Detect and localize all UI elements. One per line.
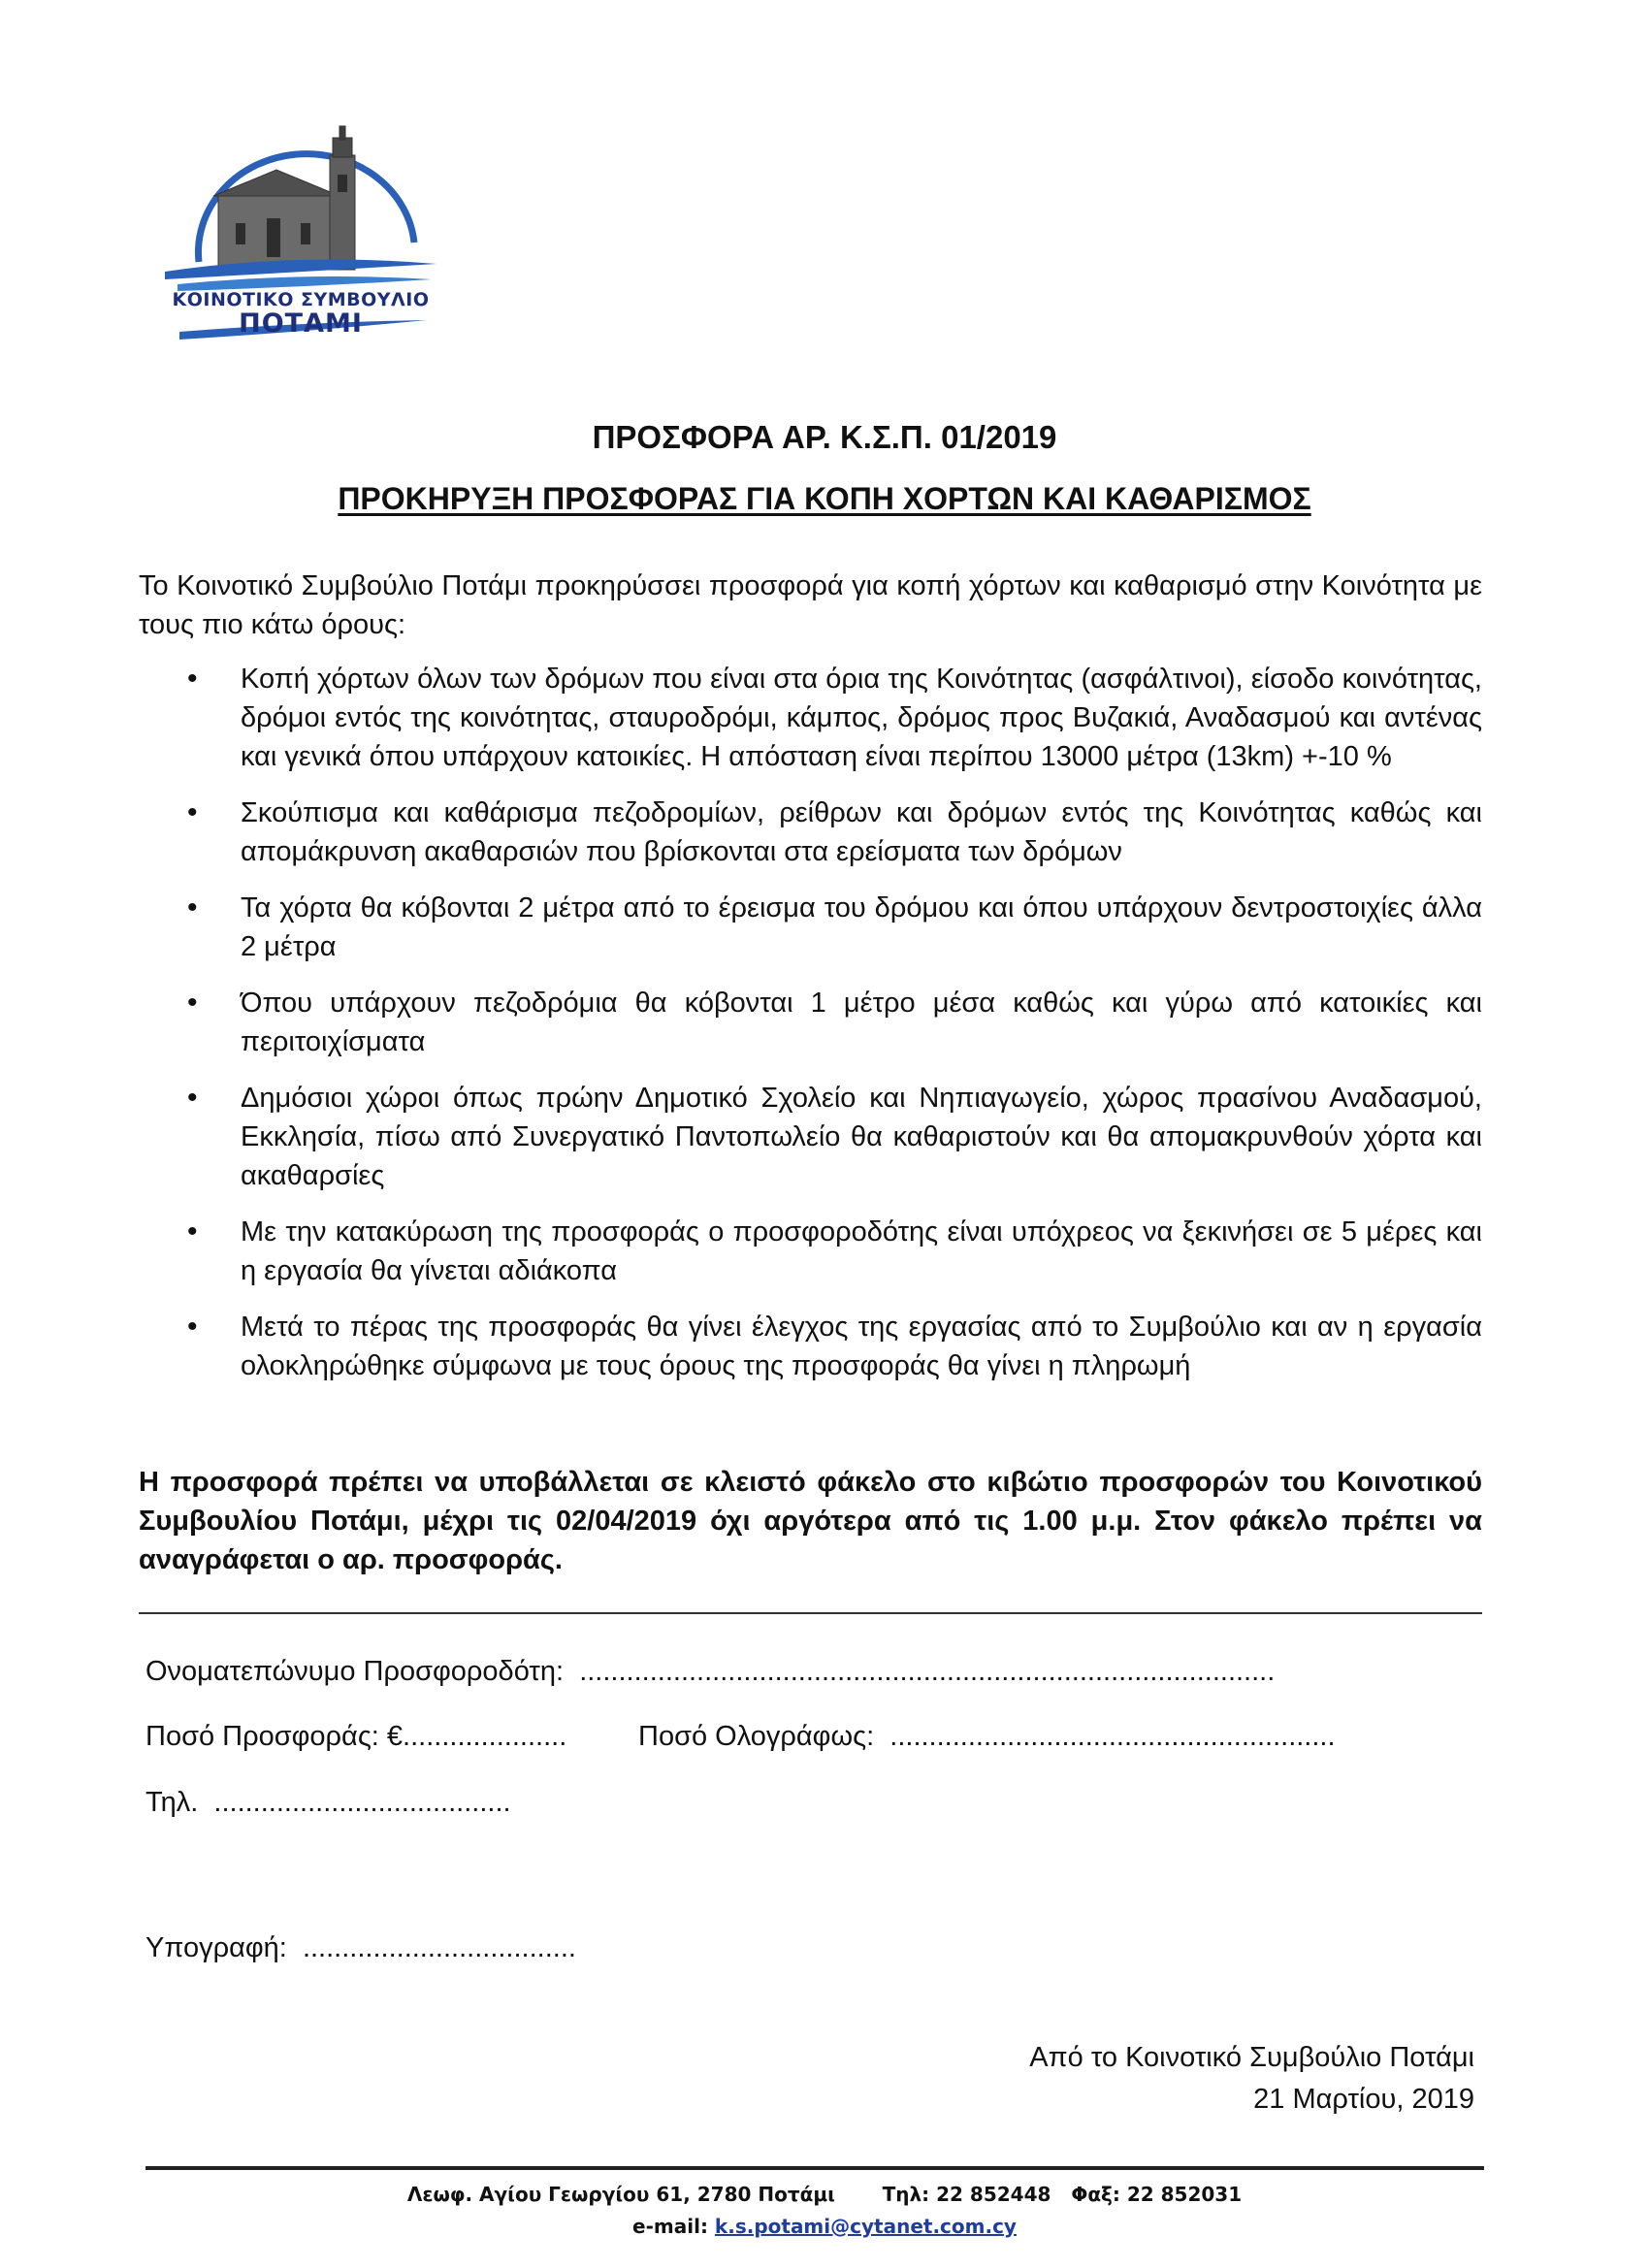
amount-field[interactable]: ..................... — [403, 1721, 567, 1752]
terms-list — [139, 660, 1482, 1403]
signature-row — [146, 1930, 576, 1965]
logo-text-council: ΚΟΙΝΟΤΙΚΟ ΣΥΜΒΟΥΛΙΟ — [172, 289, 430, 310]
term-item: • Μετά το πέρας της προσφοράς θα γίνει έλεγχος της εργασίας από το Συμβούλιο και αν η εργασία ολοκληρώθηκε σύμφωνα με τους όρους της προσφοράς θα γίνει η πληρωμή — [139, 1308, 1482, 1385]
footer-email-label: e-mail: — [632, 2215, 708, 2238]
sign-off-date: 21 Μαρτίου, 2019 — [1253, 2084, 1474, 2115]
phone-label: Τηλ. — [146, 1787, 199, 1818]
signature-field[interactable]: ................................... — [294, 1932, 576, 1963]
term-item: • Τα χόρτα θα κόβονται 2 μέτρα από το έρεισμα του δρόμου και όπου υπάρχουν δεντροστοιχίες άλλα 2 μέτρα — [139, 889, 1482, 966]
footer-email-row — [0, 2215, 1649, 2238]
amount-words-label: Ποσό Ολογράφως: — [638, 1721, 875, 1752]
document-subtitle: ΠΡΟΚΗΡΥΞΗ ΠΡΟΣΦΟΡΑΣ ΓΙΑ ΚΟΠΗ ΧΟΡΤΩΝ ΚΑΙ ΚΑΘΑΡΙΣΜΟΣ — [338, 481, 1311, 516]
term-item: • Όπου υπάρχουν πεζοδρόμια θα κόβονται 1 μέτρο μέσα καθώς και γύρω από κατοικίες και περιτοιχίσματα — [139, 984, 1482, 1061]
bidder-name-field[interactable]: ......................................................................................... — [571, 1656, 1276, 1687]
amount-label: Ποσό Προσφοράς: € — [146, 1721, 404, 1752]
bidder-name-label: Ονοματεπώνυμο Προσφοροδότη: — [146, 1656, 565, 1687]
amount-row — [146, 1719, 566, 1754]
council-logo — [160, 116, 441, 359]
sign-off-organization: Από το Κοινοτικό Συμβούλιο Ποτάμι — [1029, 2042, 1474, 2073]
footer-rule — [146, 2166, 1484, 2170]
phone-field[interactable]: ...................................... — [206, 1787, 511, 1818]
submission-notice: Η προσφορά πρέπει να υποβάλλεται σε κλειστό φάκελο στο κιβώτιο προσφορών του Κοινοτικού Συμβουλίου Ποτάμι, μέχρι τις 02/04/2019 όχι αργότερα από τις 1.00 μ.μ. Στον φάκελο πρέπει να αναγράφεται ο αρ. προσφοράς. — [139, 1467, 1482, 1575]
amount-words-row — [638, 1719, 1336, 1754]
footer-fax: Φαξ: 22 852031 — [1071, 2183, 1243, 2206]
footer-address: Λεωφ. Αγίου Γεωργίου 61, 2780 Ποτάμι — [406, 2183, 835, 2206]
phone-row — [146, 1785, 511, 1820]
term-item: • Κοπή χόρτων όλων των δρόμων που είναι στα όρια της Κοινότητας (ασφάλτινοι), είσοδο κοινότητας, δρόμοι εντός της κοινότητας, σταυροδρόμι, κάμπος, δρόμος προς Βυζακιά, Αναδασμού και αντένας και γενικά όπου υπάρχουν κατοικίες. Η απόσταση είναι περίπου 13000 μέτρα (13km) +-10 % — [139, 660, 1482, 776]
intro-paragraph: Το Κοινοτικό Συμβούλιο Ποτάμι προκηρύσσει προσφορά για κοπή χόρτων και καθαρισμό στην Κοινότητα με τους πιο κάτω όρους: — [139, 570, 1482, 640]
logo-text-village: ΠΟΤΑΜΙ — [239, 308, 363, 339]
signature-label: Υπογραφή: — [146, 1932, 287, 1963]
bidder-name-row — [146, 1654, 1275, 1689]
footer-contact — [0, 2183, 1649, 2206]
term-item: • Με την κατακύρωση της προσφοράς ο προσφοροδότης είναι υπόχρεος να ξεκινήσει σε 5 μέρες και η εργασία θα γίνεται αδιάκοπα — [139, 1213, 1482, 1290]
footer-email-link[interactable]: k.s.potami@cytanet.com.cy — [714, 2215, 1017, 2238]
footer-phone: Τηλ: 22 852448 — [882, 2183, 1051, 2206]
term-item: • Δημόσιοι χώροι όπως πρώην Δημοτικό Σχολείο και Νηπιαγωγείο, χώρος πρασίνου Αναδασμού, Εκκλησία, πίσω από Συνεργατικό Παντοπωλείο θα καθαριστούν και θα απομακρυνθούν χόρτα και ακαθαρσίες — [139, 1079, 1482, 1195]
separator-line — [139, 1612, 1482, 1614]
amount-words-field[interactable]: ......................................................... — [882, 1721, 1336, 1752]
term-item: • Σκούπισμα και καθάρισμα πεζοδρομίων, ρείθρων και δρόμων εντός της Κοινότητας καθώς και απομάκρυνση ακαθαρσιών που βρίσκονται στα ερείσματα των δρόμων — [139, 794, 1482, 871]
document-title: ΠΡΟΣΦΟΡΑ ΑΡ. Κ.Σ.Π. 01/2019 — [592, 419, 1057, 455]
